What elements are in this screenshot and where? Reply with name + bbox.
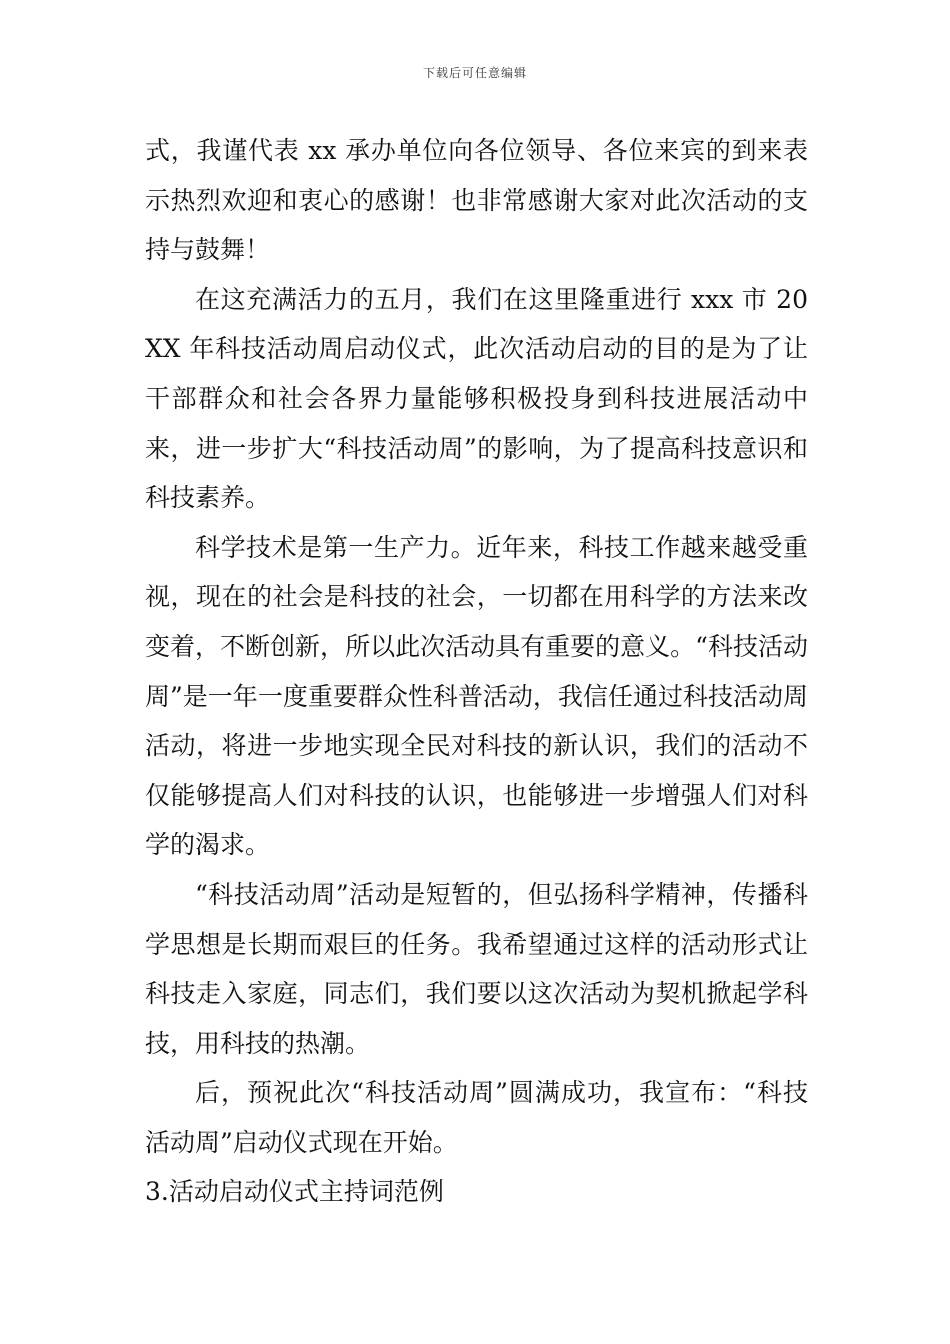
- paragraph: 式，我谨代表 xx 承办单位向各位领导、各位来宾的到来表示热烈欢迎和衷心的感谢！也非常感谢大家对此次活动的支持与鼓舞！: [145, 136, 808, 265]
- paragraph: 后，预祝此次“科技活动周”圆满成功，我宣布：“科技活动周”启动仪式现在开始。: [145, 1078, 808, 1157]
- document-body: [145, 126, 808, 1217]
- paragraph: “科技活动周”活动是短暂的，但弘扬科学精神，传播科学思想是长期而艰巨的任务。我希望通过这样的活动形式让科技走入家庭，同志们，我们要以这次活动为契机掀起学科技，用科技的热潮。: [145, 879, 808, 1058]
- page-header-note: 下载后可任意编辑: [422, 66, 527, 80]
- section-heading: 3.活动启动仪式主持词范例: [145, 1177, 444, 1207]
- paragraph: 科学技术是第一生产力。近年来，科技工作越来越受重视，现在的社会是科技的社会，一切都在用科学的方法来改变着，不断创新，所以此次活动具有重要的意义。“科技活动周”是一年一度重要群众性科普活动，我信任通过科技活动周活动，将进一步地实现全民对科技的新认识，我们的活动不仅能够提高人们对科技的认识，也能够进一步增强人们对科学的渴求。: [145, 532, 808, 860]
- paragraph: 在这充满活力的五月，我们在这里隆重进行 xxx 市 20XX 年科技活动周启动仪式，此次活动启动的目的是为了让干部群众和社会各界力量能够积极投身到科技进展活动中来，进一步扩大“科技活动周”的影响，为了提高科技意识和科技素养。: [145, 284, 808, 513]
